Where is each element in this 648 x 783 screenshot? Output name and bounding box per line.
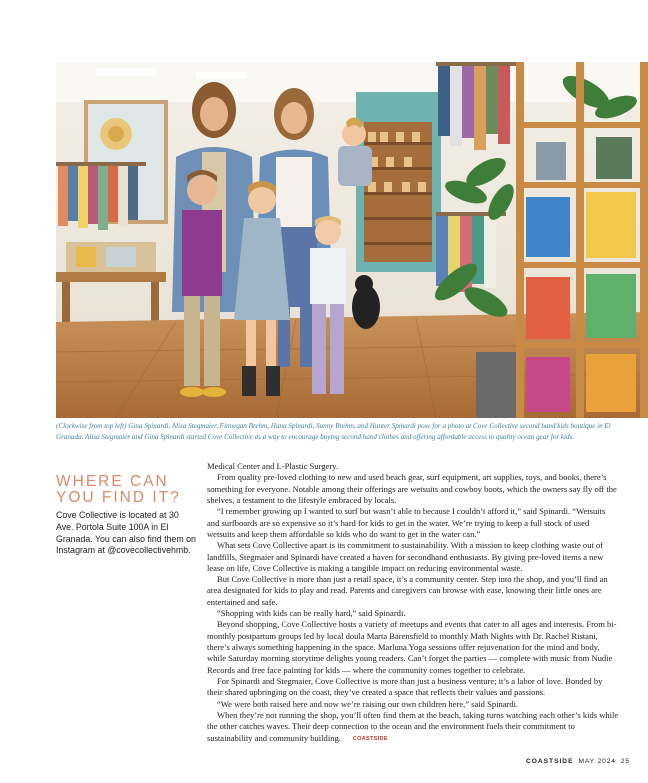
- sidebar-heading-line-2: YOU FIND IT?: [56, 488, 181, 506]
- article-paragraph: “I remember growing up I wanted to surf but wasn’t able to because I couldn’t afford it,” said Spinardi. “Wetsuits and surfboards are so expensive so it’s hard for kids to get in the water. We’re trying to keep a full stock of used wetsuits and keep them affordable so kids who do want to get in the water can.”: [207, 506, 606, 539]
- article-paragraph: What sets Cove Collective apart is its commitment to sustainability. With a mission to keep clothing waste out of landfills, Stegmaier and Spinardi have created a haven for secondhand enthusiasts. By giving pre-loved items a new lease on life, Cove Collective is making a tangible impact on reducing environmental waste.: [207, 540, 604, 573]
- article-body: [207, 461, 619, 745]
- end-mark-logo: COASTSIDE: [352, 735, 388, 742]
- article-paragraph: From quality pre-loved clothing to new and used beach gear, surf equipment, art supplies, toys, and books, there’s something for everyone. Notable among their offerings are wetsuits and cowboy boots, which the owners say fly off the shelves, a testament to the lifestyle embraced by locals.: [207, 472, 617, 505]
- footer-issue: MAY 2024: [578, 758, 616, 765]
- article-paragraph: But Cove Collective is more than just a retail space, it’s a community center. Step into the shop, and you’ll find an area designated for kids to play and read. Parents and caregivers can browse with ease, knowing their little ones are entertained and safe.: [207, 574, 608, 607]
- article-paragraph: Beyond shopping, Cove Collective hosts a variety of meetups and events that cater to all ages and interests. From bi-monthly postpartum groups led by local doula Marta Barensfield to monthly Math Nights with Dr. Rachel Ristani, there’s always something happening in the space. Marluna Yoga sessions offer rejuvenation for the mind and body, while Saturday morning storytime delights young readers. Can’t forget the parties — complete with music from Nudie Records and free face painting for kids — where the community comes together to celebrate.: [207, 619, 617, 675]
- sidebar-heading: [56, 474, 196, 505]
- article-paragraph: “We were both raised here and now we’re raising our own children here,” said Spinardi.: [217, 698, 519, 709]
- article-paragraph-last: [207, 710, 619, 745]
- article-paragraph-last-text: When they’re not running the shop, you’ll often find them at the beach, taking turns watching each other’s kids while the other catches waves. Their deep connection to the ocean and the environment fuels their commitment to sustainability and community building.: [207, 709, 619, 743]
- store-photo: [56, 62, 648, 418]
- page-footer: [521, 758, 630, 765]
- photo-caption: (Clockwise from top left) Gina Spinardi, Alisa Stegmaier, Finnegan Brehm, Hana Spinardi, Sunny Brehm, and Hunter Spinardi pose for a photo at Cove Collective second hand kids boutique in El Granada. Alisa Stegmaier and Gina Spinardi started Cove Collective as a way to encourage buying second hand clothes and offering affordable access to quality ocean gear for kids.: [56, 422, 611, 442]
- sidebar-text: Cove Collective is located at 30 Ave. Portola Suite 100A in El Granada. You can also find them on Instagram at @covecollectivehmb.: [56, 510, 196, 556]
- article-paragraph: Medical Center and L-Plastic Surgery.: [207, 461, 339, 471]
- article-paragraph: For Spinardi and Stegmaier, Cove Collective is more than just a business venture; it’s a labor of love. Bonded by their shared upbringing on the coast, they’ve created a space that reflects their values and passions.: [207, 675, 603, 698]
- store-photo-illustration: [56, 62, 648, 418]
- sidebar-heading-line-1: WHERE CAN: [56, 473, 169, 490]
- article-paragraph: “Shopping with kids can be really hard,” said Spinardi.: [217, 608, 406, 619]
- footer-brand: COASTSIDE: [526, 758, 574, 765]
- where-to-find-sidebar: [56, 474, 196, 557]
- footer-page-number: 25: [620, 758, 630, 765]
